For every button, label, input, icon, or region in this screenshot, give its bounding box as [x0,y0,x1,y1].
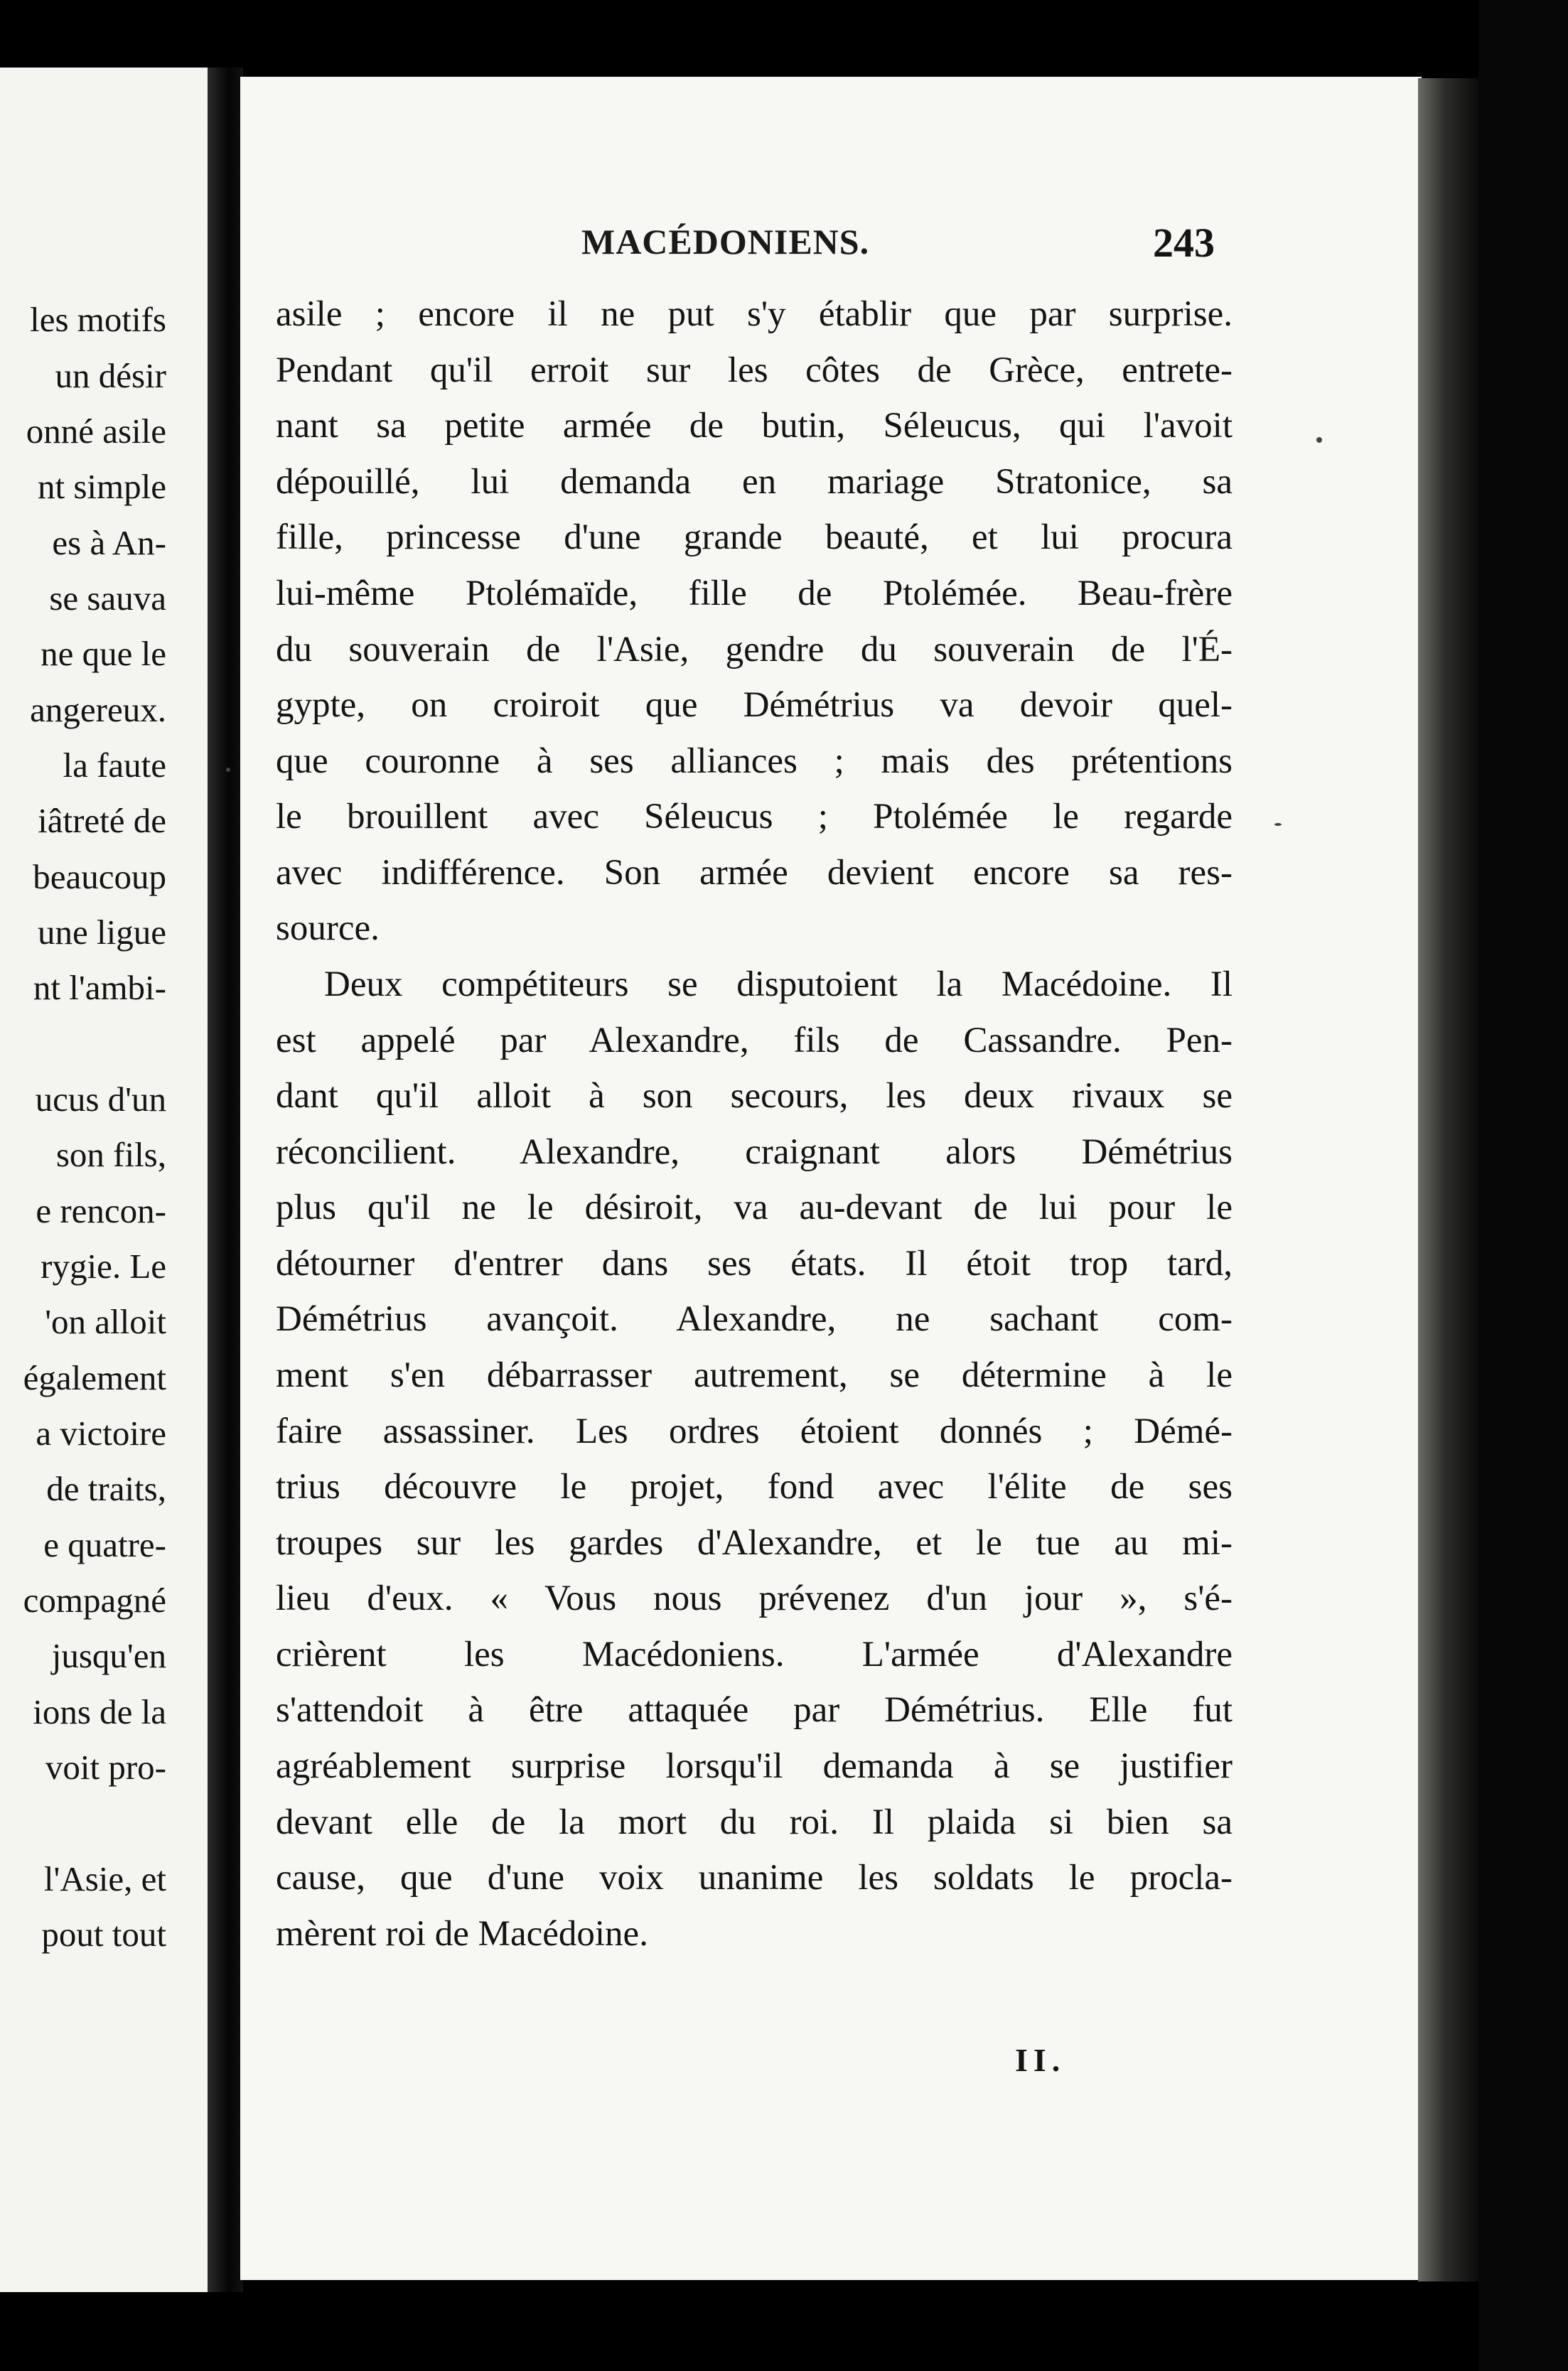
left-page-line: es à An- [52,523,166,562]
text-line: troupes sur les gardes d'Alexandre, et le tue au mi- [276,1523,1233,1563]
left-page-line: e quatre- [43,1525,166,1564]
text-line: du souverain de l'Asie, gendre du souverain de l'É- [276,630,1233,670]
left-page-line: a victoire [36,1414,166,1453]
left-page-line: de traits, [46,1469,166,1508]
text-line: que couronne à ses alliances ; mais des prétentions [276,741,1233,781]
text-line: dant qu'il alloit à son secours, les deux rivaux se [276,1076,1233,1116]
text-line: dépouillé, lui demanda en mariage Stratonice, sa [276,462,1233,502]
left-page-line: 'on alloit [45,1302,166,1341]
text-line: crièrent les Macédoniens. L'armée d'Alexandre [276,1635,1233,1674]
left-page-line: l'Asie, et [43,1859,166,1898]
page-number: 243 [1153,220,1215,266]
page-edge-shadow [1418,78,1478,2281]
text-line: plus qu'il ne le désiroit, va au-devant de lui pour le [276,1188,1233,1227]
left-page-line: nt l'ambi- [33,968,166,1007]
text-line: Deux compétiteurs se disputoient la Macédoine. Il [324,964,1233,1004]
text-line: Démétrius avançoit. Alexandre, ne sachant com- [276,1299,1233,1339]
text-line: ment s'en débarrasser autrement, se détermine à le [276,1355,1233,1395]
left-page-line: ions de la [33,1692,166,1731]
text-line: Pendant qu'il erroit sur les côtes de Grèce, entrete- [276,350,1233,390]
text-line: nant sa petite armée de butin, Séleucus, qui l'avoit [276,406,1233,446]
left-page-line: la faute [63,746,166,785]
left-page-line: jusqu'en [51,1636,166,1675]
scan-background [1478,0,1568,2371]
text-line: avec indifférence. Son armée devient encore sa res- [276,853,1233,893]
running-head: MACÉDONIENS. [581,222,870,262]
book-gutter [208,68,243,2292]
left-page-line: également [23,1358,166,1397]
text-line: est appelé par Alexandre, fils de Cassandre. Pen- [276,1021,1233,1060]
left-page-line: compagné [23,1581,166,1620]
left-page-line: une ligue [38,913,166,952]
text-line: trius découvre le projet, fond avec l'élite de ses [276,1467,1233,1507]
left-page-line: nt simple [37,467,166,506]
left-page-line: rygie. Le [41,1247,166,1286]
text-line: asile ; encore il ne put s'y établir que par surprise. [276,294,1233,334]
scan-speck [226,768,230,772]
scan-speck [1274,823,1282,826]
text-line: faire assassiner. Les ordres étoient donnés ; Démé- [276,1412,1233,1451]
left-page-line: onné asile [26,412,166,451]
text-line: lieu d'eux. « Vous nous prévenez d'un jour », s'é- [276,1579,1233,1618]
left-page-line: ucus d'un [35,1080,166,1119]
text-line: mèrent roi de Macédoine. [276,1914,648,1954]
left-page-line: un désir [55,356,166,395]
text-line: détourner d'entrer dans ses états. Il étoit trop tard, [276,1244,1233,1284]
text-line: agréablement surprise lorsqu'il demanda à se justifier [276,1746,1233,1786]
left-page-line: angereux. [30,690,166,729]
left-page-line: voit pro- [45,1748,166,1787]
text-line: devant elle de la mort du roi. Il plaida si bien sa [276,1802,1233,1842]
left-page-line: son fils, [55,1135,166,1174]
text-line: source. [276,908,380,948]
left-page-line: iâtreté de [38,801,166,840]
text-line: lui-même Ptolémaïde, fille de Ptolémée. Beau-frère [276,574,1233,613]
signature-mark: II. [1015,2042,1066,2078]
left-page-line: e rencon- [36,1191,166,1230]
text-line: cause, que d'une voix unanime les soldats le procla- [276,1858,1233,1898]
left-facing-page [0,68,208,2292]
text-line: le brouillent avec Séleucus ; Ptolémée le regarde [276,797,1233,837]
scan-speck [1316,437,1322,443]
left-page-line: se sauva [49,579,166,618]
text-line: gypte, on croiroit que Démétrius va devoir quel- [276,685,1233,725]
text-line: s'attendoit à être attaquée par Démétrius. Elle fut [276,1690,1233,1730]
left-page-line: beaucoup [33,857,166,896]
left-page-line: pout tout [41,1915,166,1954]
text-line: fille, princesse d'une grande beauté, et lui procura [276,517,1233,557]
text-line: réconcilient. Alexandre, craignant alors Démétrius [276,1132,1233,1172]
left-page-line: ne que le [41,634,166,673]
left-page-line: les motifs [30,300,166,339]
